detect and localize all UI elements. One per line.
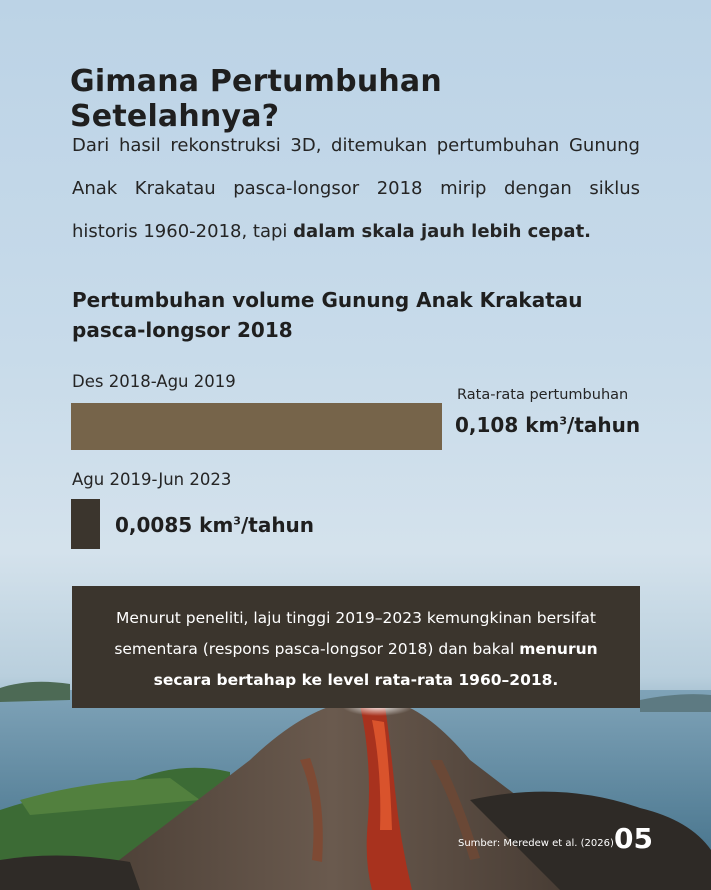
callout-text: Menurut peneliti, laju tinggi 2019–2023 kemungkinan bersifat sementara (respons pasca-longsor 2018) dan bakal xyxy=(114,609,596,658)
bar-value-number-2: 0,0085 xyxy=(115,513,193,537)
bar-category-label-2: Agu 2019-Jun 2023 xyxy=(72,470,232,489)
callout-emphasis: menurun secara bertahap ke level rata-rata 1960–2018. xyxy=(153,640,598,689)
intro-emphasis: dalam skala jauh lebih cepat. xyxy=(293,221,592,242)
bar-category-label-1: Des 2018-Agu 2019 xyxy=(72,372,236,391)
bar-value-label-2 xyxy=(115,513,314,537)
researcher-note-callout xyxy=(72,586,640,708)
average-growth-label: Rata-rata pertumbuhan xyxy=(457,387,629,403)
chart-title: Pertumbuhan volume Gunung Anak Krakatau pasca-longsor 2018 xyxy=(72,288,583,342)
intro-paragraph xyxy=(72,124,640,253)
bar-value-label-1 xyxy=(455,413,640,437)
bar-des2018-agu2019 xyxy=(71,403,442,450)
bar-value-unit-2: $km^3$/tahun xyxy=(199,513,315,537)
bar-agu2019-jun2023 xyxy=(71,499,100,549)
page-headline: Gimana Pertumbuhan Setelahnya? xyxy=(70,64,442,134)
intro-text: Dari hasil rekonstruksi 3D, ditemukan pertumbuhan Gunung Anak Krakatau pasca-longsor 2018 mirip dengan siklus historis 1960-2018, tapi xyxy=(72,135,640,242)
source-citation: Sumber: Meredew et al. (2026) xyxy=(458,838,614,849)
bar-value-unit-1: $km^3$/tahun xyxy=(525,413,641,437)
bar-value-number-1: 0,108 xyxy=(455,413,519,437)
page-number: 05 xyxy=(614,822,653,855)
